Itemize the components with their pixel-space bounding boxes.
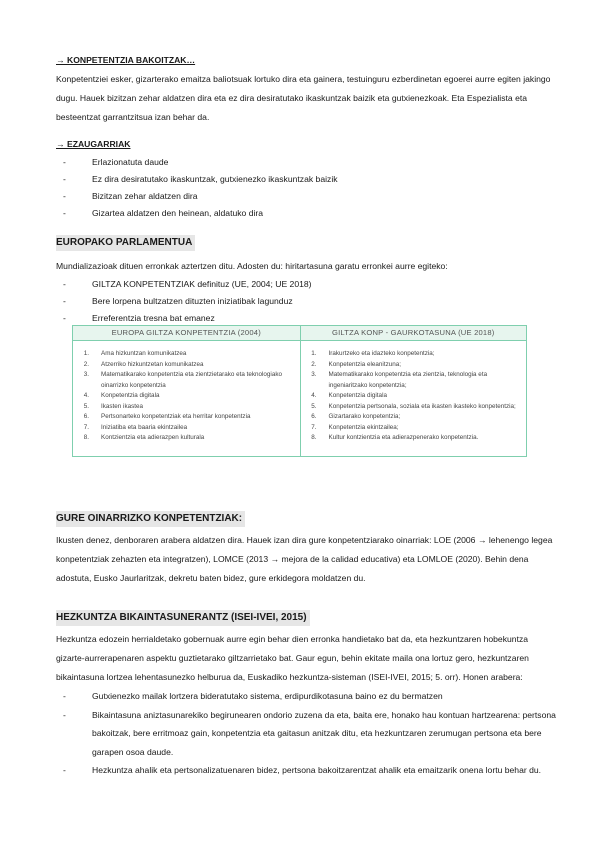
table-row: 7. Iniziatiba eta baaria ekintzailea bbox=[83, 423, 188, 431]
table-row: 2. Atzerriko hizkuntzetan komunikatzea bbox=[83, 360, 204, 368]
section-gure-oinarrizko-konpetentziak bbox=[56, 508, 556, 588]
table-column-gaurkotasuna-2018 bbox=[300, 326, 527, 456]
list-item: - Erlazionatuta daude bbox=[56, 154, 556, 171]
table-column-europa-2004 bbox=[73, 326, 300, 456]
list-item: - Bikaintasuna aniztasunarekiko begirunearen ondorio zuzena da eta, baita ere, honako hau kontuan hartzearena: pertsona bakoitzak, bere erritmoaz gain, konpetentzia eta gaitasun anitzak ditu, eta hezkuntzaren zerumugan pertsona eta bere garapen osoa daude. bbox=[56, 706, 556, 762]
table-row: 1. Ama hizkuntzan komunikatzea bbox=[83, 350, 187, 357]
section-konpetentzia-bakoitzak bbox=[56, 51, 556, 127]
competence-list bbox=[73, 349, 300, 444]
section-heading: HEZKUNTZA BIKAINTASUNERANTZ (ISEI-IVEI, 2015) bbox=[56, 610, 310, 626]
table-row: 7. Konpetentzia ekintzailea; bbox=[311, 423, 399, 431]
list-item: - Gutxienezko mailak lortzera bideratutako sistema, erdipurdikotasuna baino ez du bermatzen bbox=[56, 687, 556, 706]
section-hezkuntza-bikaintasunerantz bbox=[56, 607, 556, 780]
bullet-dash: - bbox=[63, 174, 66, 184]
table-row: 6. Pertsonarteko konpetentziak eta herritar konpetentzia bbox=[83, 413, 251, 420]
list-item: - Bere lorpena bultzatzen dituzten iniziatibak lagunduz bbox=[56, 293, 556, 310]
list-item: - Gizartea aldatzen den heinean, aldatuko dira bbox=[56, 205, 556, 222]
bullet-dash: - bbox=[63, 191, 66, 201]
table-row: 5. Ikasten ikastea bbox=[83, 402, 144, 410]
bullet-dash: - bbox=[63, 765, 66, 775]
section-paragraph: Mundializazioak dituen erronkak aztertzen ditu. Adosten du: hiritartasuna garatu erronkei aurre egiteko: bbox=[56, 261, 448, 271]
bullet-dash: - bbox=[63, 279, 66, 289]
table-row: 1. Irakurtzeko eta idazteko konpetentzia; bbox=[311, 350, 435, 357]
bullet-dash: - bbox=[63, 313, 66, 323]
bullet-dash: - bbox=[63, 157, 66, 167]
list-item: - GILTZA KONPETENTZIAK definituz (UE, 2004; UE 2018) bbox=[56, 276, 556, 293]
table-row: 8. Kultur kontzientzia eta adierazpenerako konpetentzia. bbox=[311, 434, 479, 441]
section-europako-parlamentua bbox=[56, 232, 556, 327]
section-paragraph: Konpetentziei esker, gizarterako emaitza baliotsuak lortuko dira eta gainera, testuinguru ezberdinetan egoerei aurre egiten jakingo dugu. Hauek bizitzan zehar aldatzen dira eta ez dira desiratutako ikaskuntzak baizik eta gutxienezkoak. Eta Espezialista eta besteentzat garrantzitsua izan behar da. bbox=[56, 74, 551, 122]
section-heading: GURE OINARRIZKO KONPETENTZIAK: bbox=[56, 511, 245, 527]
table-column-header: EUROPA GILTZA KONPETENTZIA (2004) bbox=[73, 326, 300, 341]
table-column-header: GILTZA KONP - GAURKOTASUNA (UE 2018) bbox=[301, 326, 527, 341]
bullet-dash: - bbox=[63, 296, 66, 306]
table-row: 2. Konpetentzia eleanitzuna; bbox=[311, 360, 401, 368]
list-item: - Hezkuntza ahalik eta pertsonalizatuenaren bidez, pertsona bakoitzarentzat ahalik eta emaitzarik onena lortu behar du. bbox=[56, 761, 556, 780]
table-row: 4. Konpetentzia digitala bbox=[311, 392, 387, 399]
competence-comparison-table bbox=[72, 325, 527, 457]
section-heading: EUROPAKO PARLAMENTUA bbox=[56, 235, 195, 251]
bullet-dash: - bbox=[63, 208, 66, 218]
section-heading: → KONPETENTZIA BAKOITZAK… bbox=[56, 55, 196, 65]
table-row: 8. Kontzientzia eta adierazpen kulturala bbox=[83, 434, 205, 441]
section-ezaugarriak bbox=[56, 135, 556, 222]
table-row: 6. Gizartarako konpetentzia; bbox=[311, 413, 401, 420]
list-item: - Ez dira desiratutako ikaskuntzak, gutxienezko ikaskuntzak baizik bbox=[56, 171, 556, 188]
section-paragraph: Ikusten denez, denboraren arabera aldatzen dira. Hauek izan dira gure konpetentziarako oinarriak: LOE (2006 → lehenengo legea konpetentziak zehazten eta integratzen), LOMCE (2013 → mejora de la calidad educativa) eta LOMLOE (2020). Behin dena adostuta, Eusko Jaurlaritzak, dekretu baten bidez, gure erkidegora moldatzen du. bbox=[56, 535, 553, 583]
list-item: - Erreferentzia tresna bat emanez bbox=[56, 310, 556, 327]
table-row: 3. Matematikarako konpetentzia eta zientzia, teknologia eta ingeniaritzako konpetentzia; bbox=[311, 371, 488, 389]
section-heading: → EZAUGARRIAK bbox=[56, 139, 131, 149]
competence-list bbox=[301, 349, 527, 444]
table-row: 5. Konpetentzia pertsonala, soziala eta ikasten ikasteko konpetentzia; bbox=[311, 402, 516, 410]
table-row: 4. Konpetentzia digitala bbox=[83, 392, 160, 399]
table-row: 3. Matematikarako konpetentzia eta zientzietarako eta teknologiako oinarrizko konpetentzia bbox=[83, 371, 282, 389]
section-paragraph: Hezkuntza edozein herrialdetako gobernuak aurre egin behar dien erronka handietako bat da, eta hezkuntzaren hobekuntza gizarte-aurrerapenaren aspektu guztietarako giltzarrietako bat. Gaur egun, behin ekitate maila ona lortuz gero, hezkuntzaren bikaintasuna lortzea lehentasunezko helburua da, Euskadiko hezkuntza-sisteman (ISEI-IVEI, 2015; 5. orr). Honen arabera: bbox=[56, 634, 529, 682]
bullet-dash: - bbox=[63, 709, 66, 720]
bullet-dash: - bbox=[63, 691, 66, 701]
list-item: - Bizitzan zehar aldatzen dira bbox=[56, 188, 556, 205]
